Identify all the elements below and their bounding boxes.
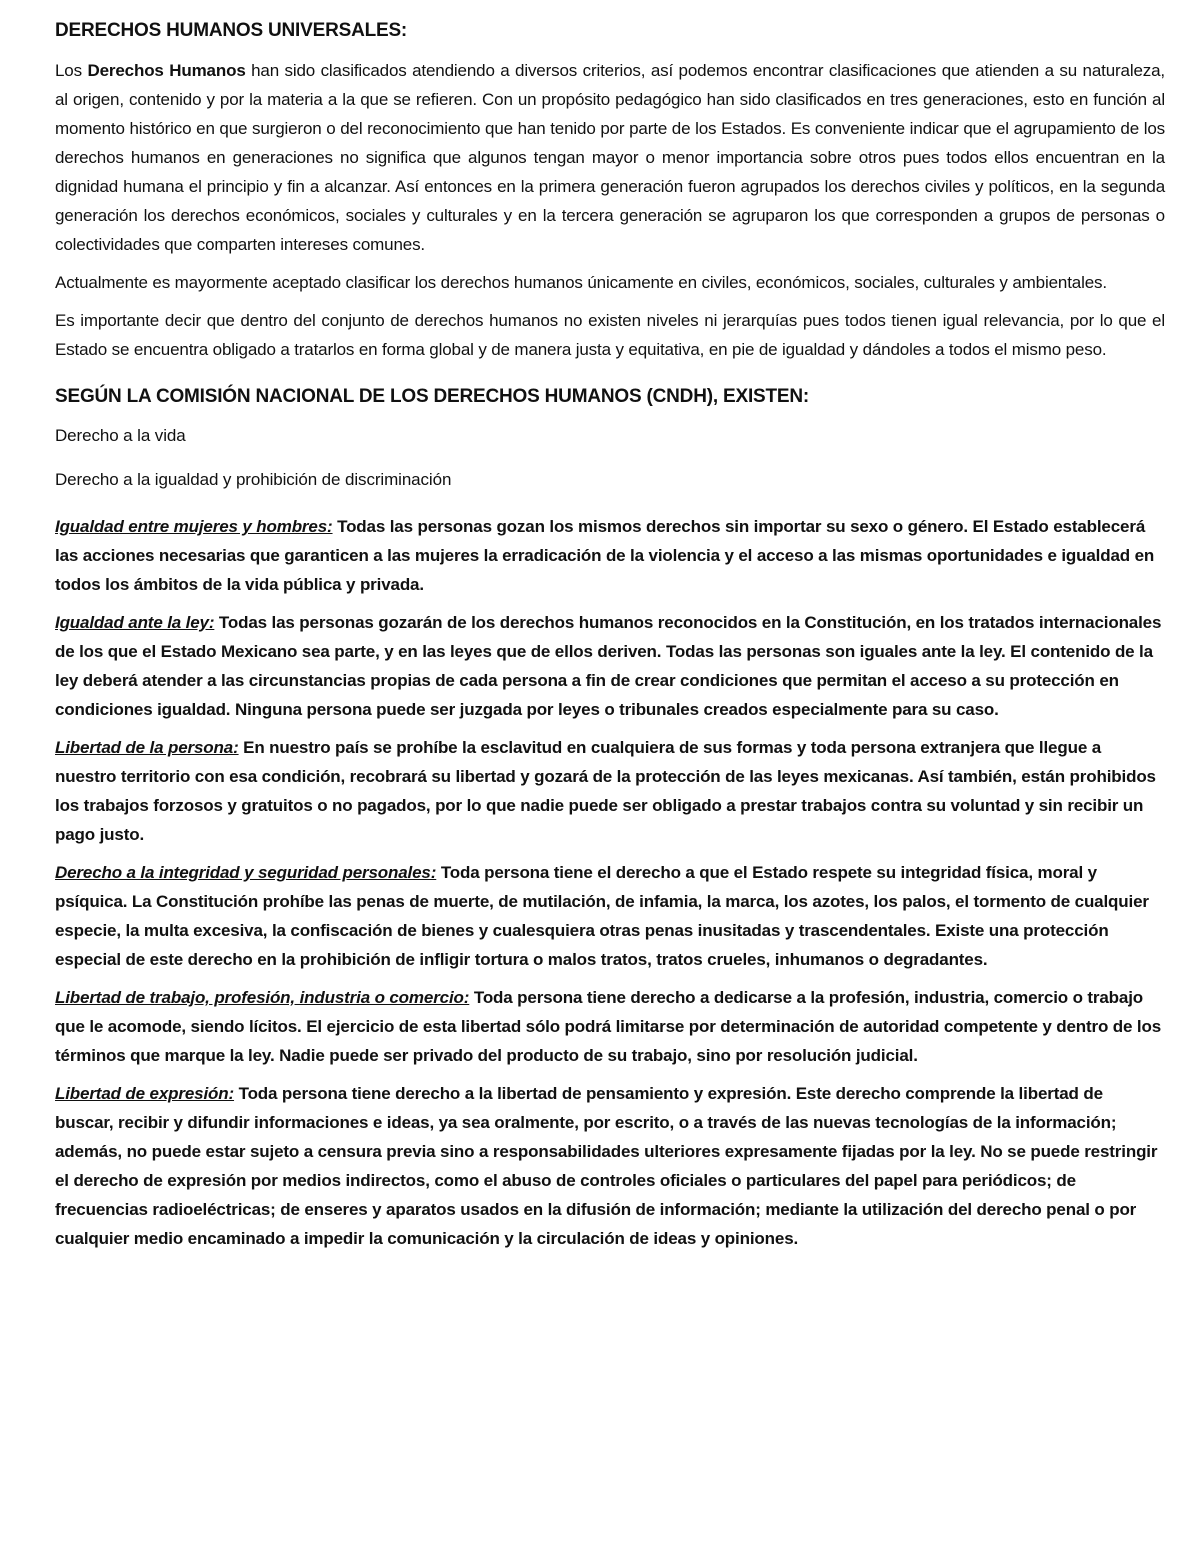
document-title: DERECHOS HUMANOS UNIVERSALES: <box>55 20 408 41</box>
right-term: Libertad de trabajo, profesión, industria o comercio: <box>55 988 470 1007</box>
right-description: Toda persona tiene el derecho a que el Estado respete su integridad física, moral y psíquica. La Constitución prohíbe las penas de muerte, de mutilación, de infamia, la marca, los azotes, los palos, el tormento de cualquier especie, la multa excesiva, la confiscación de bienes y cualesquiera otras penas inusitadas y trascendentales. Existe una protección especial de este derecho en la prohibición de infligir tortura o malos tratos, tratos crueles, inhumanos o degradantes. <box>55 863 1149 969</box>
intro-paragraph <box>55 56 1165 259</box>
right-item-freedom-of-work <box>55 983 1165 1070</box>
right-item-personal-freedom <box>55 733 1165 849</box>
list-item-right-to-life: Derecho a la vida <box>55 426 186 445</box>
right-description: En nuestro país se prohíbe la esclavitud en cualquiera de sus formas y toda persona extranjera que llegue a nuestro territorio con esa condición, recobrará su libertad y gozará de la protección de las leyes mexicanas. Así también, están prohibidos los trabajos forzosos y gratuitos o no pagados, por lo que nadie puede ser obligado a prestar trabajos contra su voluntad y sin recibir un pago justo. <box>55 738 1156 844</box>
right-description: Todas las personas gozan los mismos derechos sin importar su sexo o género. El Estado establecerá las acciones necesarias que garanticen a las mujeres la erradicación de la violencia y el acceso a las mismas oportunidades e igualdad en todos los ámbitos de la vida pública y privada. <box>55 517 1155 594</box>
intro-lead: Los <box>55 61 88 80</box>
right-item-personal-integrity <box>55 858 1165 974</box>
right-item-freedom-of-expression <box>55 1079 1165 1253</box>
section-title: SEGÚN LA COMISIÓN NACIONAL DE LOS DERECHOS HUMANOS (CNDH), EXISTEN: <box>55 386 810 407</box>
document-page <box>55 18 1165 1262</box>
right-description: Toda persona tiene derecho a dedicarse a la profesión, industria, comercio o trabajo que le acomode, siendo lícitos. El ejercicio de esta libertad sólo podrá limitarse por determinación de autoridad competente y dentro de los términos que marque la ley. Nadie puede ser privado del producto de su trabajo, sino por resolución judicial. <box>55 988 1161 1065</box>
classification-paragraph: Actualmente es mayormente aceptado clasificar los derechos humanos únicamente en civiles, económicos, sociales, culturales y ambientales. <box>55 273 1107 292</box>
intro-lead-emphasis: Derechos Humanos <box>87 61 246 80</box>
right-item-gender-equality <box>55 512 1165 599</box>
intro-rest: han sido clasificados atendiendo a diversos criterios, así podemos encontrar clasificaciones que atienden a su naturaleza, al origen, contenido y por la materia a la que se refieren. Con un propósito pedagógico han sido clasificados en tres generaciones, esto en función al momento histórico en que surgieron o del reconocimiento que han tenido por parte de los Estados. Es conveniente indicar que el agrupamiento de los derechos humanos en generaciones no significa que algunos tengan mayor o menor importancia sobre otros pues todos ellos encuentran en la dignidad humana el principio y fin a alcanzar. Así entonces en la primera generación fueron agrupados los derechos civiles y políticos, en la segunda generación los derechos económicos, sociales y culturales y en la tercera generación se agruparon los que corresponden a grupos de personas o colectividades que comparten intereses comunes. <box>55 61 1165 254</box>
right-description: Todas las personas gozarán de los derechos humanos reconocidos en la Constitución, en los tratados internacionales de los que el Estado Mexicano sea parte, y en las leyes que de ellos deriven. Todas las personas son iguales ante la ley. El contenido de la ley deberá atender a las circunstancias propias de cada persona a fin de crear condiciones que permitan el acceso a su protección en condiciones igualdad. Ninguna persona puede ser juzgada por leyes o tribunales creados especialmente para su caso. <box>55 613 1162 719</box>
list-item-right-to-equality: Derecho a la igualdad y prohibición de discriminación <box>55 470 452 489</box>
right-term: Libertad de la persona: <box>55 738 239 757</box>
right-term: Libertad de expresión: <box>55 1084 235 1103</box>
right-item-equality-before-law <box>55 608 1165 724</box>
equality-paragraph: Es importante decir que dentro del conjunto de derechos humanos no existen niveles ni jerarquías pues todos tienen igual relevancia, por lo que el Estado se encuentra obligado a tratarlos en forma global y de manera justa y equitativa, en pie de igualdad y dándoles a todos el mismo peso. <box>55 311 1165 359</box>
right-term: Igualdad ante la ley: <box>55 613 215 632</box>
right-description: Toda persona tiene derecho a la libertad de pensamiento y expresión. Este derecho comprende la libertad de buscar, recibir y difundir informaciones e ideas, ya sea oralmente, por escrito, o a través de las nuevas tecnologías de la información; además, no puede estar sujeto a censura previa sino a responsabilidades ulteriores expresamente fijadas por la ley. No se puede restringir el derecho de expresión por medios indirectos, como el abuso de controles oficiales o particulares del papel para periódicos; de frecuencias radioeléctricas; de enseres y aparatos usados en la difusión de información; mediante la utilización del derecho penal o por cualquier medio encaminado a impedir la comunicación y la circulación de ideas y opiniones. <box>55 1084 1158 1248</box>
right-term: Derecho a la integridad y seguridad personales: <box>55 863 437 882</box>
right-term: Igualdad entre mujeres y hombres: <box>55 517 333 536</box>
